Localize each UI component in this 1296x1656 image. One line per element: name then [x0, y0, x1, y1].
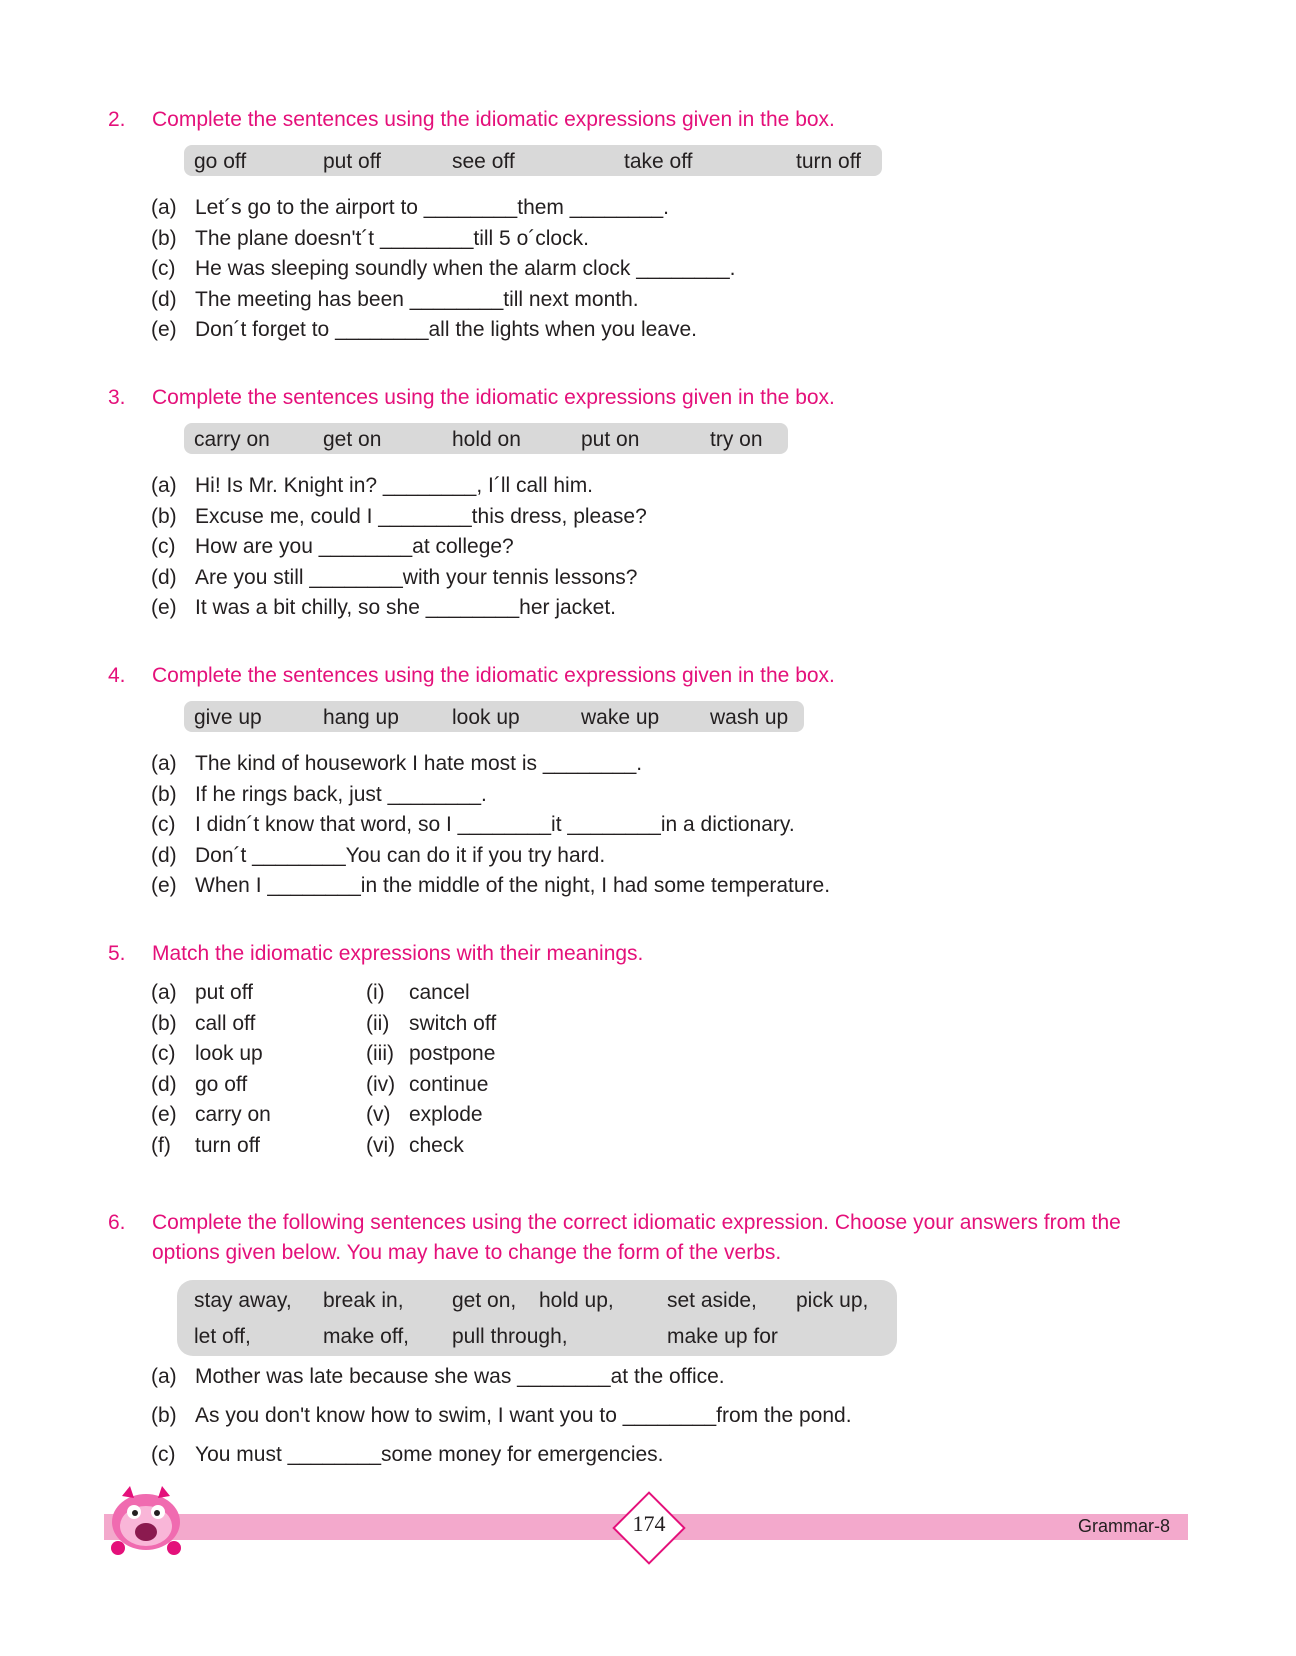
- expressions-box: [184, 423, 788, 454]
- expression: put off: [323, 150, 381, 173]
- monster-mascot-icon: [104, 1482, 188, 1556]
- expression: let off,: [194, 1325, 251, 1348]
- expression: get on,: [452, 1289, 517, 1312]
- expression: try on: [710, 428, 763, 451]
- expression: make off,: [323, 1325, 409, 1348]
- expression: wake up: [581, 706, 660, 729]
- expression: give up: [194, 706, 262, 729]
- expressions-box: [177, 1280, 897, 1356]
- expression: break in,: [323, 1289, 404, 1312]
- expression: put on: [581, 428, 640, 451]
- question-3-heading: 3. Complete the sentences using the idiomatic expressions given in the box.: [108, 386, 835, 409]
- question-6-heading-continued: options given below. You may have to change the form of the verbs.: [152, 1241, 782, 1264]
- question-2-heading: [108, 108, 835, 132]
- question-4-heading: 4. Complete the sentences using the idiomatic expressions given in the box.: [108, 664, 835, 687]
- expression: pick up,: [796, 1289, 869, 1312]
- expression: make up for: [667, 1325, 778, 1348]
- expressions-box: [184, 145, 882, 176]
- expression: stay away,: [194, 1289, 292, 1312]
- expressions-box: [184, 701, 804, 732]
- series-title: Grammar-8: [1077, 1516, 1170, 1536]
- expression: take off: [624, 150, 693, 173]
- expression: go off: [194, 150, 247, 173]
- expression: carry on: [194, 428, 270, 451]
- expression: set aside,: [667, 1289, 757, 1312]
- expression: get on: [323, 428, 382, 451]
- question-6-heading: 6. Complete the following sentences using the correct idiomatic expression. Choose your answers from the: [108, 1211, 1121, 1234]
- expression: wash up: [710, 706, 789, 729]
- expression: pull through,: [452, 1325, 568, 1348]
- expression: turn off: [796, 150, 861, 173]
- expression: hang up: [323, 706, 399, 729]
- page-number: 174: [632, 1511, 666, 1536]
- expression: look up: [452, 706, 520, 729]
- question-number: 2.: [108, 108, 126, 131]
- expression: hold on: [452, 428, 521, 451]
- expression: hold up,: [539, 1289, 614, 1312]
- expression: see off: [452, 150, 515, 173]
- question-text: Complete the sentences using the idiomatic expressions given in the box.: [152, 108, 835, 131]
- question-5-heading: 5. Match the idiomatic expressions with their meanings.: [108, 942, 644, 965]
